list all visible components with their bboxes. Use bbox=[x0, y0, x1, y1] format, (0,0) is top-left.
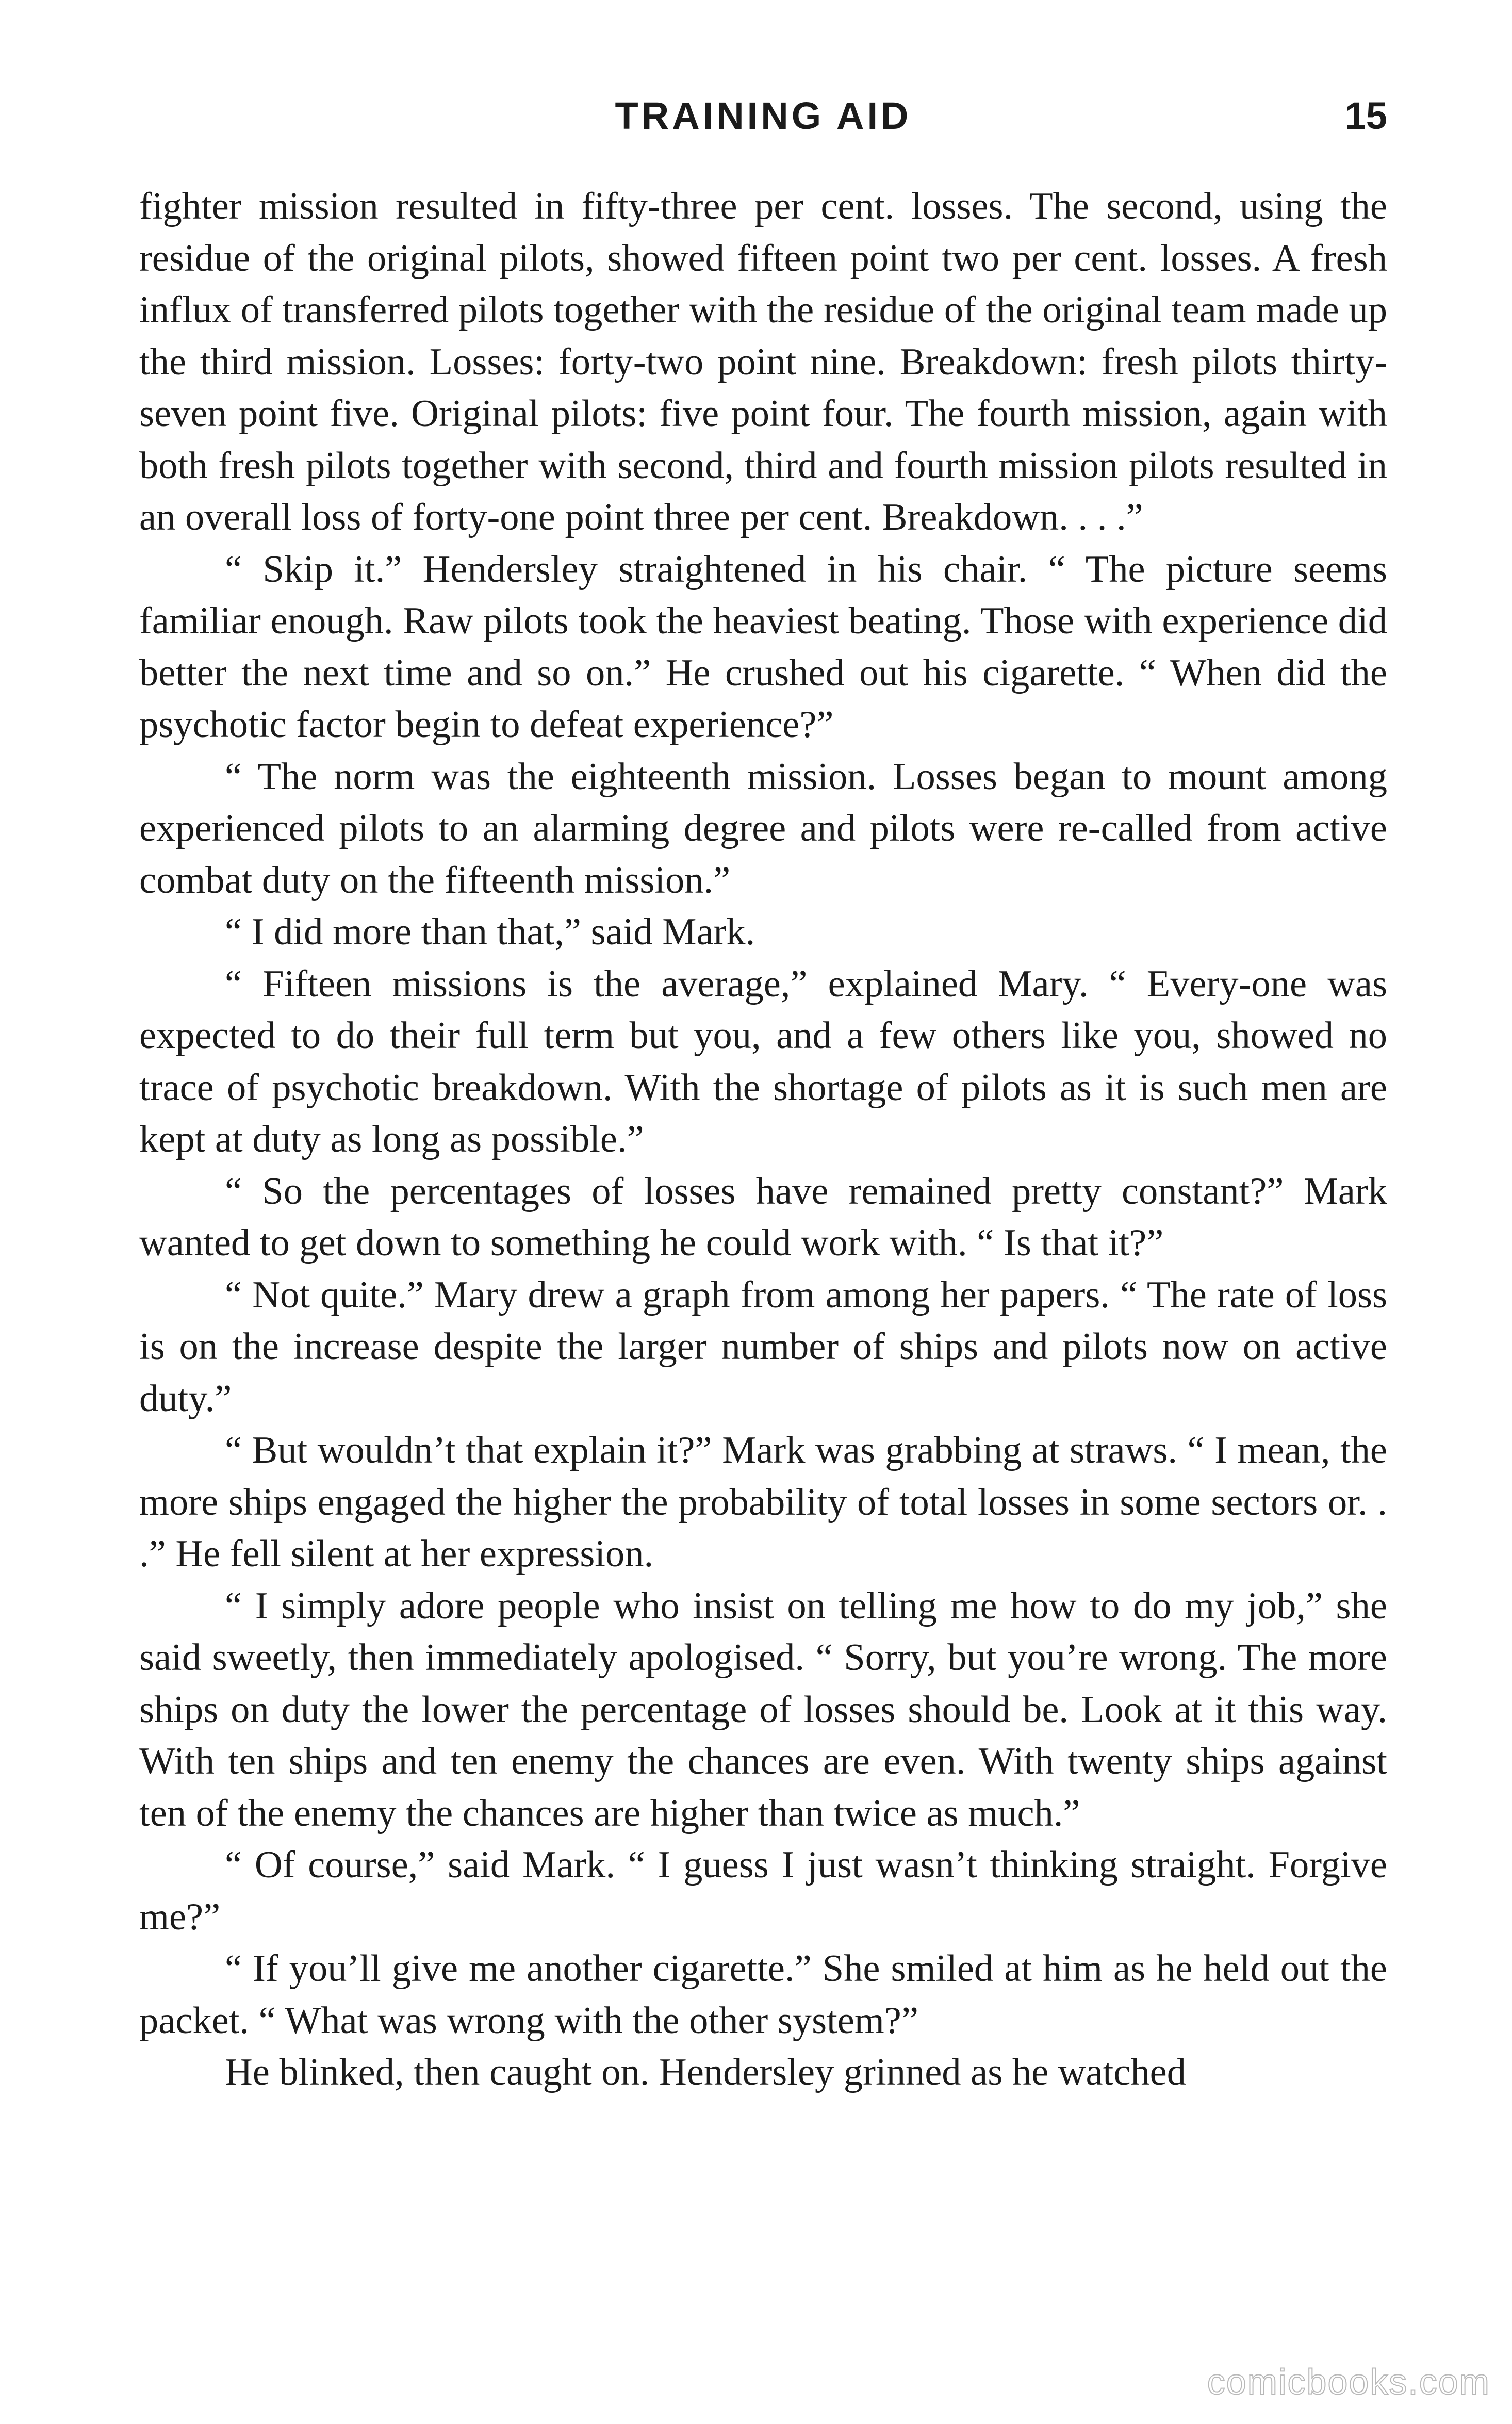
paragraph-4: “ I did more than that,” said Mark. bbox=[225, 911, 755, 953]
paragraph-1: fighter mission resulted in fifty-three per cent. losses. The second, using the residue of the original pilots, showed fifteen point two per cent. losses. A fresh influx of transferred pilots together with the residue of the original team made up the third mission. Losses: forty-two point nine. Breakdown: fresh pilots thirty-seven point five. Original pilots: five point four. The fourth mission, again with both fresh pilots together with second, third and fourth mission pilots resulted in an overall loss of forty-one point three per cent. Breakdown. . . .” bbox=[139, 185, 1387, 538]
running-head bbox=[139, 88, 1387, 150]
paragraph-3: “ The norm was the eighteenth mission. Losses began to mount among experienced pilots to an alarming degree and pilots were re-called from active combat duty on the fifteenth mission.” bbox=[139, 755, 1387, 902]
paragraph-12: He blinked, then caught on. Hendersley grinned as he watched bbox=[225, 2051, 1186, 2093]
paragraph-7: “ Not quite.” Mary drew a graph from among her papers. “ The rate of loss is on the increase despite the larger number of ships and pilots now on active duty.” bbox=[139, 1273, 1387, 1420]
paragraph-8: “ But wouldn’t that explain it?” Mark was grabbing at straws. “ I mean, the more ships engaged the higher the probability of total losses in some sectors or. . .” He fell silent at her expression. bbox=[139, 1429, 1387, 1575]
page-number: 15 bbox=[1344, 94, 1387, 137]
watermark: comicbooks.com bbox=[1207, 2362, 1490, 2402]
paragraph-10: “ Of course,” said Mark. “ I guess I just wasn’t thinking straight. Forgive me?” bbox=[139, 1844, 1387, 1938]
paragraph-2: “ Skip it.” Hendersley straightened in his chair. “ The picture seems familiar enough. Raw pilots took the heaviest beating. Those with experience did better the next time and so on.” He crushed out his cigarette. “ When did the psychotic factor begin to defeat experience?” bbox=[139, 548, 1387, 746]
paragraph-6: “ So the percentages of losses have remained pretty constant?” Mark wanted to get down to something he could work with. “ Is that it?” bbox=[139, 1170, 1387, 1264]
paragraph-5: “ Fifteen missions is the average,” explained Mary. “ Every-one was expected to do their full term but you, and a few others like you, showed no trace of psychotic breakdown. With the shortage of pilots as it is such men are kept at duty as long as possible.” bbox=[139, 962, 1387, 1160]
chapter-title: TRAINING AID bbox=[615, 94, 912, 137]
body-text bbox=[139, 181, 1387, 2099]
paragraph-9: “ I simply adore people who insist on telling me how to do my job,” she said sweetly, then immediately apologised. “ Sorry, but you’re wrong. The more ships on duty the lower the percentage of losses should be. Look at it this way. With ten ships and ten enemy the chances are even. With twenty ships against ten of the enemy the chances are higher than twice as much.” bbox=[139, 1584, 1387, 1835]
paragraph-11: “ If you’ll give me another cigarette.” She smiled at him as he held out the packet. “ What was wrong with the other system?” bbox=[139, 1947, 1387, 2042]
